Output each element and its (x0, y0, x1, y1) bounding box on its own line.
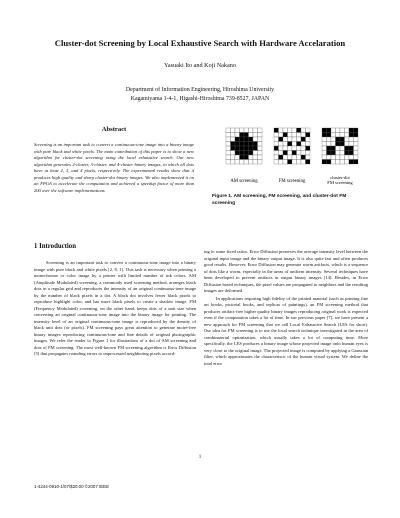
grid-pixel (340, 133, 345, 138)
grid-pixel (301, 128, 306, 133)
grid-pixel (292, 137, 297, 142)
right-column-text (204, 249, 368, 367)
grid-pixel (244, 146, 249, 151)
grid-pixel (283, 151, 288, 156)
fm-screening-label: FM screening (278, 179, 306, 184)
grid-pixel (327, 128, 332, 133)
grid-pixel (331, 151, 336, 156)
grid-pixel (249, 160, 254, 165)
grid-pixel (306, 155, 311, 160)
grid-pixel (231, 160, 236, 165)
grid-pixel (292, 146, 297, 151)
grid-pixel (253, 151, 258, 156)
grid-pixel (301, 160, 306, 165)
section-heading-introduction: 1 Introduction (34, 243, 76, 250)
grid-pixel (249, 146, 254, 151)
grid-pixel (249, 128, 254, 133)
grid-pixel (292, 128, 297, 133)
paper-authors: Yasuaki Ito and Koji Nakano (164, 62, 236, 69)
grid-pixel (249, 137, 254, 142)
grid-pixel (297, 160, 302, 165)
grid-pixel (336, 133, 341, 138)
cluster-dot-label: cluster-dot FM screening (327, 175, 353, 186)
grid-pixel (354, 133, 359, 138)
grid-pixel (349, 137, 354, 142)
grid-pixel (235, 160, 240, 165)
grid-pixel (340, 146, 345, 151)
grid-pixel (292, 155, 297, 160)
grid-pixel (249, 142, 254, 147)
grid-pixel (322, 142, 327, 147)
grid-pixel (235, 142, 240, 147)
grid-pixel (235, 137, 240, 142)
grid-pixel (345, 151, 350, 156)
grid-pixel (322, 155, 327, 160)
grid-pixel (240, 155, 245, 160)
grid-pixel (258, 146, 263, 151)
cluster-dot-fm-grid (322, 128, 358, 164)
grid-pixel (345, 137, 350, 142)
grid-pixel (288, 142, 293, 147)
grid-pixel (279, 160, 284, 165)
grid-pixel (240, 133, 245, 138)
grid-pixel (322, 151, 327, 156)
grid-pixel (274, 133, 279, 138)
grid-pixel (336, 146, 341, 151)
grid-pixel (244, 137, 249, 142)
grid-pixel (297, 133, 302, 138)
grid-pixel (274, 151, 279, 156)
grid-pixel (322, 133, 327, 138)
grid-pixel (235, 151, 240, 156)
grid-pixel (226, 151, 231, 156)
grid-pixel (231, 155, 236, 160)
grid-pixel (240, 128, 245, 133)
grid-pixel (258, 133, 263, 138)
grid-pixel (331, 128, 336, 133)
grid-pixel (258, 128, 263, 133)
am-screening-label: AM screening (230, 179, 258, 184)
fm-screening-grid (274, 128, 310, 164)
grid-pixel (283, 137, 288, 142)
grid-pixel (279, 146, 284, 151)
abstract-heading: Abstract (101, 126, 127, 133)
grid-pixel (349, 151, 354, 156)
grid-pixel (306, 142, 311, 147)
grid-pixel (345, 142, 350, 147)
grid-pixel (340, 137, 345, 142)
affiliation-line-1: Department of Information Engineering, Hiroshima University (125, 87, 275, 93)
grid-pixel (274, 160, 279, 165)
grid-pixel (258, 160, 263, 165)
grid-pixel (306, 137, 311, 142)
grid-pixel (274, 128, 279, 133)
grid-pixel (283, 146, 288, 151)
grid-pixel (240, 137, 245, 142)
grid-pixel (231, 133, 236, 138)
grid-pixel (279, 128, 284, 133)
grid-pixel (283, 160, 288, 165)
grid-pixel (292, 151, 297, 156)
grid-pixel (244, 155, 249, 160)
grid-pixel (354, 151, 359, 156)
grid-pixel (340, 155, 345, 160)
abstract-text: Screening is an important task to convert a continuous-tone image into a binary image with pure black and white pixels. The main contribution of this paper is to show a new algorithm for cluster-dot screening using the local exhaustive search. Our new algorithm generates 2-cluster, 3-cluster, and 4-cluster binary images, in which all dots have at least 2, 3, and 4 pixels, respectively. The experimental results show that it produces high quality and sharp cluster-dot binary images. We also implemented it on an FPGA to accelerate the computation and achieved a speedup factor of more than 200 over the software implementations. (34, 142, 194, 193)
grid-pixel (345, 133, 350, 138)
grid-pixel (297, 128, 302, 133)
grid-pixel (331, 160, 336, 165)
grid-pixel (258, 142, 263, 147)
grid-pixel (226, 155, 231, 160)
grid-pixel (288, 155, 293, 160)
grid-pixel (253, 133, 258, 138)
grid-pixel (306, 133, 311, 138)
grid-pixel (288, 151, 293, 156)
grid-pixel (244, 128, 249, 133)
grid-pixel (240, 160, 245, 165)
grid-pixel (354, 155, 359, 160)
grid-pixel (331, 155, 336, 160)
grid-pixel (322, 160, 327, 165)
grid-pixel (244, 151, 249, 156)
grid-pixel (279, 133, 284, 138)
grid-pixel (336, 160, 341, 165)
grid-pixel (235, 133, 240, 138)
paper-title: Cluster-dot Screening by Local Exhaustive Search with Hardware Accelaration (54, 38, 346, 48)
author-affiliation (20, 86, 380, 103)
grid-pixel (336, 128, 341, 133)
grid-pixel (292, 133, 297, 138)
grid-pixel (349, 146, 354, 151)
grid-pixel (345, 155, 350, 160)
grid-pixel (297, 146, 302, 151)
page-number: 1 (198, 455, 202, 460)
grid-pixel (336, 142, 341, 147)
grid-pixel (283, 142, 288, 147)
grid-pixel (292, 142, 297, 147)
grid-pixel (279, 137, 284, 142)
grid-pixel (288, 137, 293, 142)
grid-pixel (226, 160, 231, 165)
grid-pixel (327, 151, 332, 156)
affiliation-line-2: Kagamiyama 1-4-1, Higashi-Hiroshima 739-8527, JAPAN (130, 95, 270, 102)
figure-1-caption: Figure 1. AM screening, FM screening, and cluster-dot FM screening (212, 194, 347, 206)
grid-pixel (301, 146, 306, 151)
grid-pixel (288, 128, 293, 133)
grid-pixel (253, 160, 258, 165)
grid-pixel (349, 142, 354, 147)
grid-pixel (253, 155, 258, 160)
grid-pixel (240, 146, 245, 151)
grid-pixel (340, 128, 345, 133)
grid-pixel (336, 151, 341, 156)
grid-pixel (297, 151, 302, 156)
grid-pixel (331, 137, 336, 142)
left-column-text (34, 260, 196, 358)
grid-pixel (274, 142, 279, 147)
grid-pixel (306, 160, 311, 165)
grid-pixel (253, 128, 258, 133)
grid-pixel (331, 133, 336, 138)
grid-pixel (340, 142, 345, 147)
figure-1-patterns (212, 126, 368, 194)
grid-pixel (349, 155, 354, 160)
grid-pixel (244, 160, 249, 165)
grid-pixel (349, 133, 354, 138)
grid-pixel (235, 146, 240, 151)
grid-pixel (235, 155, 240, 160)
grid-pixel (274, 155, 279, 160)
grid-pixel (327, 160, 332, 165)
grid-pixel (226, 137, 231, 142)
grid-pixel (340, 151, 345, 156)
grid-pixel (258, 155, 263, 160)
grid-pixel (336, 155, 341, 160)
intro-paragraph-2: ing to some fixed ratios. Error Diffusion preserves the average intensity level between the original input image and the binary output image. It is also quite fast and often produces good results. However, Error Diffusion may generate worm artifacts, which is a sequence of dots like a worm, especially in the areas of uniform intensity. Several techniques have been developed to prevent artifacts in output binary images [14]. Besides, in Error Diffusion based techniques, the pixel values are propagated to neighbors and the resulting images are deformed. (204, 249, 368, 293)
grid-pixel (279, 142, 284, 147)
grid-pixel (226, 133, 231, 138)
grid-pixel (253, 146, 258, 151)
grid-pixel (244, 133, 249, 138)
grid-pixel (322, 128, 327, 133)
grid-pixel (279, 155, 284, 160)
grid-pixel (322, 146, 327, 151)
grid-pixel (297, 142, 302, 147)
grid-pixel (249, 151, 254, 156)
copyright-footer: 1-4244-0910-1/07/$20.00 ©2007 IEEE (34, 484, 110, 489)
grid-pixel (301, 137, 306, 142)
grid-pixel (322, 137, 327, 142)
grid-pixel (288, 146, 293, 151)
grid-pixel (354, 137, 359, 142)
grid-pixel (306, 146, 311, 151)
grid-pixel (336, 137, 341, 142)
grid-pixel (306, 128, 311, 133)
grid-pixel (283, 133, 288, 138)
intro-paragraph-1: Screening is an important task to convert a continuous-tone image into a binary image with pure black and white pixels [2, 8, 1]. This task is necessary when printing a monochrome or color image by a printer with limited number of ink colors. AM (Amplitude Modulated) screening, a commonly used screening method, arranges black dots in a regular grid and reproduces the intensity of an original continuous-tone image by the number of black pixels in a dot. A black dot involves fewer black pixels to reproduce highlight color, and has more black pixels to create a shadow image. FM (Frequency Modulated) screening, on the other hand, keeps dots of a unit size when converting an original continuous-tone image into the binary image for printing. The intensity level of an original continuous-tone image is reproduced by the density of black unit dots (or pixels). FM screening pays great attention to generate moiré-free binary images reproducing continuous-tone and fine details of original photographic images. We refer the reader to Figure 1 for illustrations of a dot of AM screening and dots of FM screening. The most well-known FM screening algorithm is Error Diffusion [5] that propagates rounding errors to unprocessed neighboring pixels accord- (34, 260, 196, 356)
grid-pixel (327, 133, 332, 138)
grid-pixel (301, 155, 306, 160)
grid-pixel (288, 133, 293, 138)
grid-pixel (240, 151, 245, 156)
grid-pixel (331, 146, 336, 151)
grid-pixel (244, 142, 249, 147)
grid-pixel (231, 142, 236, 147)
grid-pixel (258, 137, 263, 142)
grid-pixel (292, 160, 297, 165)
grid-pixel (354, 160, 359, 165)
grid-pixel (354, 146, 359, 151)
grid-pixel (297, 137, 302, 142)
grid-pixel (283, 155, 288, 160)
grid-pixel (327, 142, 332, 147)
grid-pixel (349, 160, 354, 165)
grid-pixel (354, 142, 359, 147)
grid-pixel (274, 137, 279, 142)
grid-pixel (249, 155, 254, 160)
grid-pixel (349, 128, 354, 133)
grid-pixel (240, 142, 245, 147)
grid-pixel (231, 146, 236, 151)
grid-pixel (297, 155, 302, 160)
grid-pixel (258, 151, 263, 156)
grid-pixel (231, 137, 236, 142)
grid-pixel (301, 142, 306, 147)
grid-pixel (249, 133, 254, 138)
grid-pixel (288, 160, 293, 165)
grid-pixel (301, 151, 306, 156)
grid-pixel (306, 151, 311, 156)
grid-pixel (327, 137, 332, 142)
grid-pixel (235, 128, 240, 133)
grid-pixel (327, 155, 332, 160)
grid-pixel (340, 160, 345, 165)
grid-pixel (253, 137, 258, 142)
grid-pixel (345, 160, 350, 165)
intro-paragraph-3: In applications requiring high fidelity of the printed material (such as printing fine art books, pictorial books, and replicas of paintings), an FM screening method that produces artifact-free higher quality binary images reproducing original work is expected even if the computation takes a lot of time. In our previous paper [7], we have present a new approach for FM screening that we call Local Exhaustive Search (LES for short). Our idea for FM screening is to use the local search technique investigated in the area of combinatorial optimization, which usually takes a lot of computing time. More specifically, the LES produces a binary image whose projected image onto human eyes is very close to the original image. The projected image is computed by applying a Gaussian filter, which approximates the characteristic of the human visual system. We define the total error (204, 295, 368, 366)
grid-pixel (354, 128, 359, 133)
grid-pixel (301, 133, 306, 138)
grid-pixel (345, 146, 350, 151)
grid-pixel (283, 128, 288, 133)
grid-pixel (274, 146, 279, 151)
am-screening-grid (226, 128, 262, 164)
grid-pixel (345, 128, 350, 133)
grid-pixel (327, 146, 332, 151)
grid-pixel (226, 142, 231, 147)
grid-pixel (331, 142, 336, 147)
grid-pixel (231, 151, 236, 156)
grid-pixel (226, 128, 231, 133)
grid-pixel (226, 146, 231, 151)
grid-pixel (253, 142, 258, 147)
grid-pixel (231, 128, 236, 133)
grid-pixel (279, 151, 284, 156)
